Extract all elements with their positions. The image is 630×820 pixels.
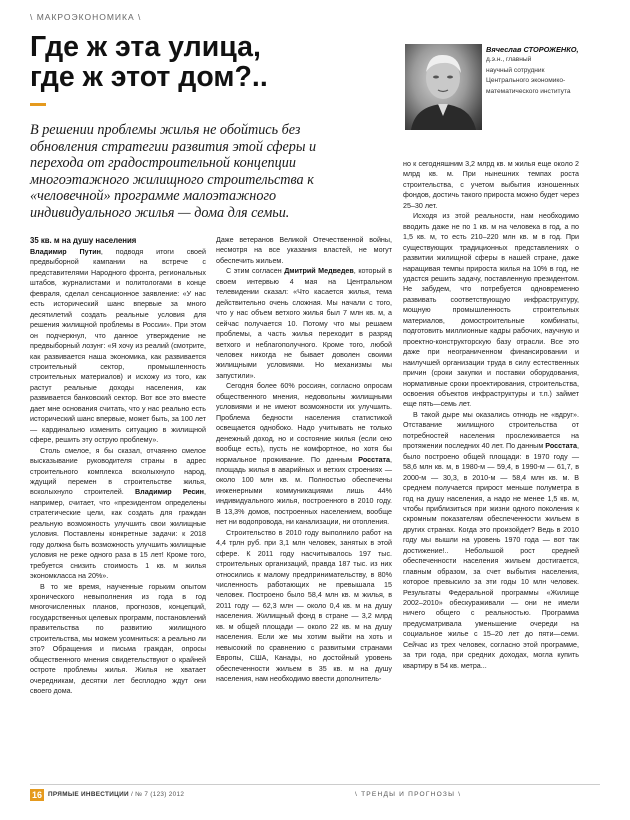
title-line-1: Где ж эта улица,: [30, 31, 261, 63]
author-name: Вячеслав СТОРОЖЕНКО,: [486, 45, 579, 54]
author-photo: [405, 44, 482, 130]
article-title: [30, 32, 400, 92]
article-column-2: [216, 235, 392, 684]
person-name: Владимир Путин: [30, 248, 101, 256]
article-column-3: [403, 159, 579, 671]
author-degree: д.э.н., главный: [486, 56, 532, 63]
accent-rule: [30, 103, 46, 106]
author-info: [486, 45, 611, 97]
article-column-1: [30, 235, 206, 696]
paragraph: Исходя из этой реальности, нам необходимо вводить даже не по 1 кв. м на человека в год, а по 1,5 кв. м, то есть 210–220 млн кв. м в год. При существующих традиционных представлениях о развитии жилищной сферы в нашей стране, даже наращивая темпы прироста жилья на 10% в год, не удастся решить задачу, поставленную президентом. Не забудем, что потребуется одновременно развивать соответствующую инфраструктуру, мощную промышленность строительных материалов, домостроительные комбинаты, подготовить миллионные кадры рабочих, научную и проектно-конструкторскую базу отрасли. Все это даже при неограниченном финансировании и наилучшей организации труда в силу естественных причин (сроки закупки и поставки оборудования, нормативные сроки проектирования, строительства, освоения объектов инфраструктуры и т.п.) займет еще пять—семь лет.: [403, 212, 579, 409]
portrait-icon: [405, 44, 482, 130]
paragraph: Строительство в 2010 году выполнило работ на 4,4 трлн руб. при 3,1 млн человек, занятых в этой сфере. К 2011 году насчитывалось 197 тыс. строительных организаций, правда 187 тыс. из них относились к малому предпринимательству, в 80% численность работающих не превышала 15 человек. Построено было 58,4 млн кв. м жилья, в 2011 году — 62,3 млн — около 0,4 кв. м на душу населения. Жилищный фонд в стране — 3,2 млрд кв. м общей площади — около 22 кв. м на душу населения. Если же мы хотим выйти на хоть и невысокий по сравнению с развитыми странами Европы, США, Канады, но достойный уровень обеспеченности жильем в 35 кв. м на душу населения, нам необходимо ввести дополнитель-: [216, 528, 392, 684]
person-name: Дмитрий Медведев: [284, 267, 354, 276]
paragraph: но к сегодняшним 3,2 млрд кв. м жилья еще около 2 млрд кв. м. При нынешних темпах роста строительства, с учетом выбытия изношенных фондов, достичь такого прироста можно будет через 25–30 лет.: [403, 160, 579, 210]
person-name: Владимир Ресин: [135, 488, 205, 497]
title-line-2: где ж этот дом?..: [30, 61, 268, 93]
paragraph: Столь смелое, я бы сказал, отчаянно смелое высказывание руководителя страны в адрес строительного комплекса всколыхнуло народ, ждущий перемен в строительстве жилья, всколыхнуло строителей. Владимир Ресин, например, считает, что «президентом определены стратегические цели, как создать для граждан реальную возможность улучшить свои жилищные условия. Поставлены конкретные задачи: к 2018 году должна быть возможность улучшить жилищные условия не реже одного раза в 15 лет! Кроме того, требуется снизить стоимость 1 кв. м жилья экономкласса на 20%».: [30, 446, 206, 581]
paragraph: Владимир Путин, подводя итоги своей предвыборной кампании на встрече с представителями Народного фронта, региональных штабов, журналистами и политологами в конце февраля, сделал сенсационное заявление: «У нас есть исторический шанс впервые за много десятилетий создать реальные условия для решения жилищной проблемы в России». При этом он подчеркнул, что данное утверждение не предвыборный лозунг: «Я хочу из реалий (смотрите, как развивается наша экономика, как развивается строительный сектор, промышленность строительных материалов) и исхожу из того, как растут реальные доходы населения, как развивается банковский сектор. Вот все это вместе дает мне основания считать, что у нас реально есть исторический шанс впервые, может быть, за 100 лет — кардинально изменить ситуацию в жилищной сфере, решить эту острую проблему».: [30, 248, 206, 445]
section-label: \ МАКРОЭКОНОМИКА \: [30, 12, 142, 22]
paragraph: Сегодня более 60% россиян, согласно опросам общественного мнения, недовольны жилищными условиями и не имеют возможности их улучшить. Проблема бедности населения статистикой освещается однобоко. Надо учитывать не только денежный доход, но и состояние жилья (если оно вообще есть), пусть не комфортное, но хотя бы нормальное проживание. По данным Росстата, площадь жилья в аварийных и ветхих строениях — около 100 млн кв. м. Полностью обеспечены инженерными коммуникациями лишь 44% индивидуального жилья, построенного в 2010 году. В 13,3% домов, построенных населением, вообще нет ни водопровода, ни канализации, ни отопления.: [216, 382, 392, 527]
paragraph: С этим согласен Дмитрий Медведев, который в своем интервью 4 мая на Центральном телевидении сказал: «Что касается жилья, тема действительно очень сложная. Мы начали с того, что у нас объем ветхого жилья был 7 млн кв. м, а сейчас получается 10. Потому что мы решаем проблемы, а часть жилья переходит в разряд ветхого и неблагополучного. Кроме того, любой человек никогда не бывает доволен своими жилищными условиями. Но механизмы мы запустили».: [216, 267, 392, 380]
page-number: 16: [31, 790, 42, 800]
author-institute-1: Центрального экономико-: [486, 77, 566, 84]
footer-section: \ ТРЕНДЫ И ПРОГНОЗЫ \: [355, 791, 462, 798]
footer-divider: [30, 784, 600, 785]
subheading: 35 кв. м на душу населения: [30, 236, 137, 245]
paragraph: Даже ветеранов Великой Отечественной войны, несмотря на все указания властей, не могут обеспечить жильем.: [216, 236, 392, 265]
source-name: Росстата: [545, 442, 578, 451]
source-name: Росстата: [358, 455, 391, 464]
author-position: научный сотрудник: [486, 66, 545, 74]
lead-paragraph: В решении проблемы жилья не обойтись без обновления стратегии развития этой сферы и перехода от градостроительной концепции многоэтажного жилищного строительства к «человечной» программе малоэтажного индивидуального жилья — дома для семьи.: [30, 122, 317, 221]
paragraph: В такой дыре мы оказались отнюдь не «вдруг». Отставание жилищного строительства от потребностей населения прослеживается на протяжении последних 40 лет. По данным Росстата, было построено общей площади: в 1970 году — 58,6 млн кв. м, в 1980-м — 59,4, в 1990-м — 61,7, в 2000-м — 30,3, в 2010-м — 58,4 млн кв. м. В среднем получается прирост меньше полуметра в год на душу населения, а надо не менее 1,5 кв. м, чтобы приблизиться при жизни одного поколения к скромным показателям обеспеченности жильем в других странах. Когда это произойдет? Ведь в 2010 году мы вышли на уровень 1970 года — вот так достижение!.. Небольшой рост средней обеспеченности населения жильем достигается, главным образом, за счет выбытия населения, которое превысило за эти годы 10 млн человек. Результаты Федеральной программы «Жилище 2002–2010» обескураживали — они не имели ничего общего с реальностью. Программа предусматривала уменьшение очереди на социальное жилье с 15–20 лет до пяти—семи. Сейчас из трех человек, согласно этой программе, за три года, при средних доходах, могла купить квартиру в 54 кв. метра...: [403, 410, 579, 670]
magazine-name: ПРЯМЫЕ ИНВЕСТИЦИИ / № 7 (123) 2012: [48, 791, 185, 798]
author-institute-2: математического института: [486, 87, 571, 95]
paragraph: В то же время, наученные горьким опытом хронического невыполнения из года в год многочисленных планов, прогнозов, концепций, государственных целевых программ, постановлений правительства по развитию жилищного строительства, мы можем усомниться: а реально ли это? Обращения и письма граждан, опросы общественного мнения свидетельствуют о крайней остроте проблемы жилья. Жилья не хватает очередникам, десятки лет бесплодно ждут они своего дома.: [30, 582, 206, 696]
issue-number: / № 7 (123) 2012: [130, 791, 185, 798]
